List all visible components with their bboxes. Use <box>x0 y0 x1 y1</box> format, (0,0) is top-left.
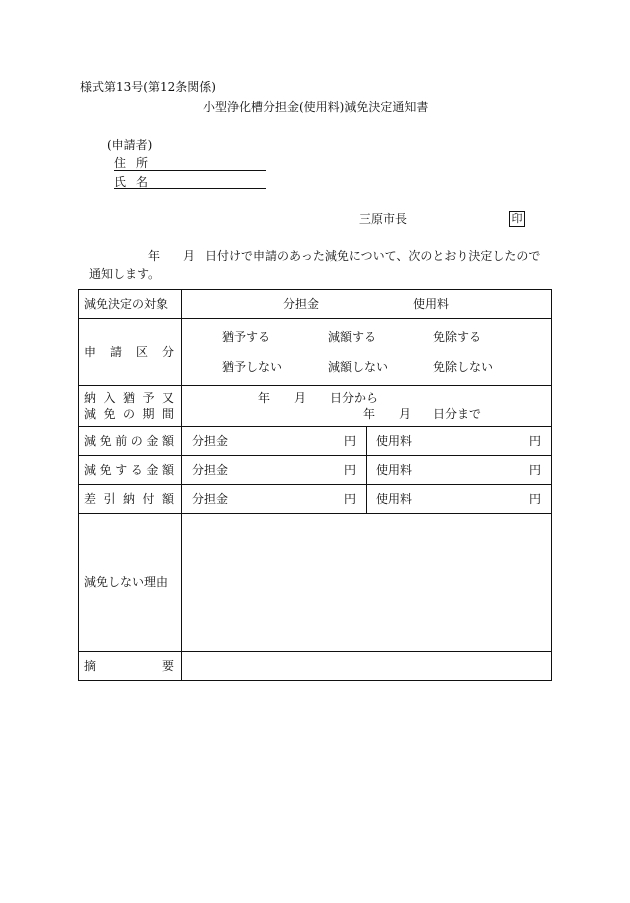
summary-label: 摘 要 <box>84 659 174 673</box>
table-border-right <box>551 289 552 681</box>
period-to-year: 年 <box>363 407 376 421</box>
amount-before-share-label: 分担金 <box>192 434 229 448</box>
body-year: 年 <box>148 249 161 263</box>
amount-reduced-share-unit: 円 <box>344 463 357 477</box>
period-label-line2: 減 免 の 期 間 <box>84 407 174 421</box>
form-number: 様式第13号(第12条関係) <box>80 80 216 94</box>
seal-mark: 印 <box>509 211 525 227</box>
option-no-exempt[interactable]: 免除しない <box>433 360 494 374</box>
reason-label: 減免しない理由 <box>84 575 169 589</box>
target-label: 減免決定の対象 <box>84 297 169 311</box>
amount-due-fee-label: 使用料 <box>376 492 413 506</box>
option-defer[interactable]: 猶予する <box>222 330 271 344</box>
amount-due-share-label: 分担金 <box>192 492 229 506</box>
row-divider <box>78 455 552 456</box>
amount-reduced-share-label: 分担金 <box>192 463 229 477</box>
body-line1: 日付けで申請のあった減免について、次のとおり決定したので <box>205 249 541 263</box>
row-divider <box>78 385 552 386</box>
address-field[interactable] <box>114 170 266 171</box>
option-no-defer[interactable]: 猶予しない <box>222 360 283 374</box>
amount-before-share-unit: 円 <box>344 434 357 448</box>
target-option-fee[interactable]: 使用料 <box>413 297 450 311</box>
period-from-day: 日分から <box>330 391 379 405</box>
amount-due-fee-unit: 円 <box>529 492 542 506</box>
body-month: 月 <box>183 249 196 263</box>
target-option-share[interactable]: 分担金 <box>283 297 320 311</box>
row-divider <box>78 426 552 427</box>
period-from-month: 月 <box>294 391 307 405</box>
amount-due-share-unit: 円 <box>344 492 357 506</box>
body-line2: 通知します。 <box>89 267 161 281</box>
applicant-heading: (申請者) <box>107 138 153 152</box>
name-label: 氏 名 <box>114 175 148 189</box>
amount-before-fee-unit: 円 <box>529 434 542 448</box>
issuer-name: 三原市長 <box>359 212 408 226</box>
period-to-day: 日分まで <box>433 407 482 421</box>
amount-reduced-label: 減 免 す る 金 額 <box>84 463 174 477</box>
amount-reduced-fee-unit: 円 <box>529 463 542 477</box>
table-border-bottom <box>78 680 552 681</box>
amount-reduced-fee-label: 使用料 <box>376 463 413 477</box>
amount-due-label: 差 引 納 付 額 <box>84 492 174 506</box>
address-label: 住 所 <box>114 156 148 170</box>
option-no-reduce[interactable]: 減額しない <box>328 360 389 374</box>
row-divider <box>78 318 552 319</box>
reason-field[interactable] <box>182 514 551 651</box>
amount-before-label: 減 免 前 の 金 額 <box>84 434 174 448</box>
table-border-top <box>78 289 552 290</box>
name-field[interactable] <box>114 188 266 189</box>
option-reduce[interactable]: 減額する <box>328 330 377 344</box>
table-border-left <box>78 289 79 681</box>
amount-column-divider <box>366 426 367 514</box>
period-from-year: 年 <box>258 391 271 405</box>
decision-table <box>78 289 552 681</box>
amount-before-fee-label: 使用料 <box>376 434 413 448</box>
period-to-month: 月 <box>399 407 412 421</box>
document-title: 小型浄化槽分担金(使用料)減免決定通知書 <box>203 100 429 114</box>
period-label-line1: 納 入 猶 予 又 <box>84 391 174 405</box>
summary-field[interactable] <box>182 652 551 680</box>
row-divider <box>78 484 552 485</box>
option-exempt[interactable]: 免除する <box>433 330 482 344</box>
request-type-label: 申 請 区 分 <box>84 345 174 359</box>
